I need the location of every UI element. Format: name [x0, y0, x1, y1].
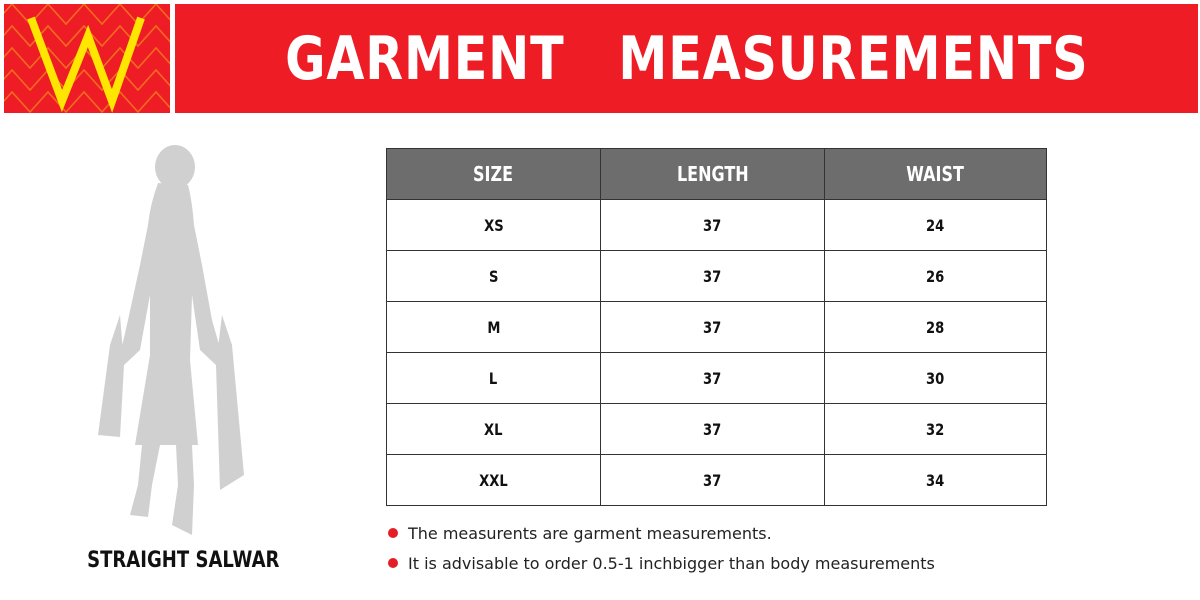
cell-length: 37	[601, 404, 825, 455]
model-silhouette-image	[80, 145, 260, 545]
table-header-row	[387, 149, 1047, 200]
table-row	[387, 353, 1047, 404]
column-header-waist: WAIST	[825, 149, 1047, 200]
list-item	[388, 548, 935, 578]
cell-waist: 28	[825, 302, 1047, 353]
cell-length: 37	[601, 455, 825, 506]
cell-size: L	[387, 353, 601, 404]
bullet-icon	[388, 558, 398, 568]
note-text: The measurents are garment measurements.	[408, 523, 772, 543]
cell-waist: 24	[825, 200, 1047, 251]
page-title: GARMENT MEASUREMENTS	[284, 23, 1089, 94]
brand-logo	[4, 4, 170, 113]
cell-size: XL	[387, 404, 601, 455]
table-row	[387, 302, 1047, 353]
cell-length: 37	[601, 251, 825, 302]
cell-waist: 34	[825, 455, 1047, 506]
notes-list	[388, 518, 935, 578]
cell-waist: 32	[825, 404, 1047, 455]
note-text: It is advisable to order 0.5-1 inchbigger than body measurements	[408, 553, 935, 573]
table-row	[387, 455, 1047, 506]
cell-length: 37	[601, 200, 825, 251]
size-chart-table	[386, 148, 1047, 506]
table-row	[387, 404, 1047, 455]
cell-length: 37	[601, 353, 825, 404]
cell-length: 37	[601, 302, 825, 353]
column-header-length: LENGTH	[601, 149, 825, 200]
cell-size: S	[387, 251, 601, 302]
list-item	[388, 518, 935, 548]
cell-size: XS	[387, 200, 601, 251]
cell-waist: 26	[825, 251, 1047, 302]
cell-waist: 30	[825, 353, 1047, 404]
cell-size: M	[387, 302, 601, 353]
header-bar	[175, 4, 1198, 113]
table-row	[387, 200, 1047, 251]
table-row	[387, 251, 1047, 302]
bullet-icon	[388, 528, 398, 538]
column-header-size: SIZE	[387, 149, 601, 200]
cell-size: XXL	[387, 455, 601, 506]
logo-graphic	[4, 4, 170, 113]
product-caption: STRAIGHT SALWAR	[87, 548, 280, 573]
